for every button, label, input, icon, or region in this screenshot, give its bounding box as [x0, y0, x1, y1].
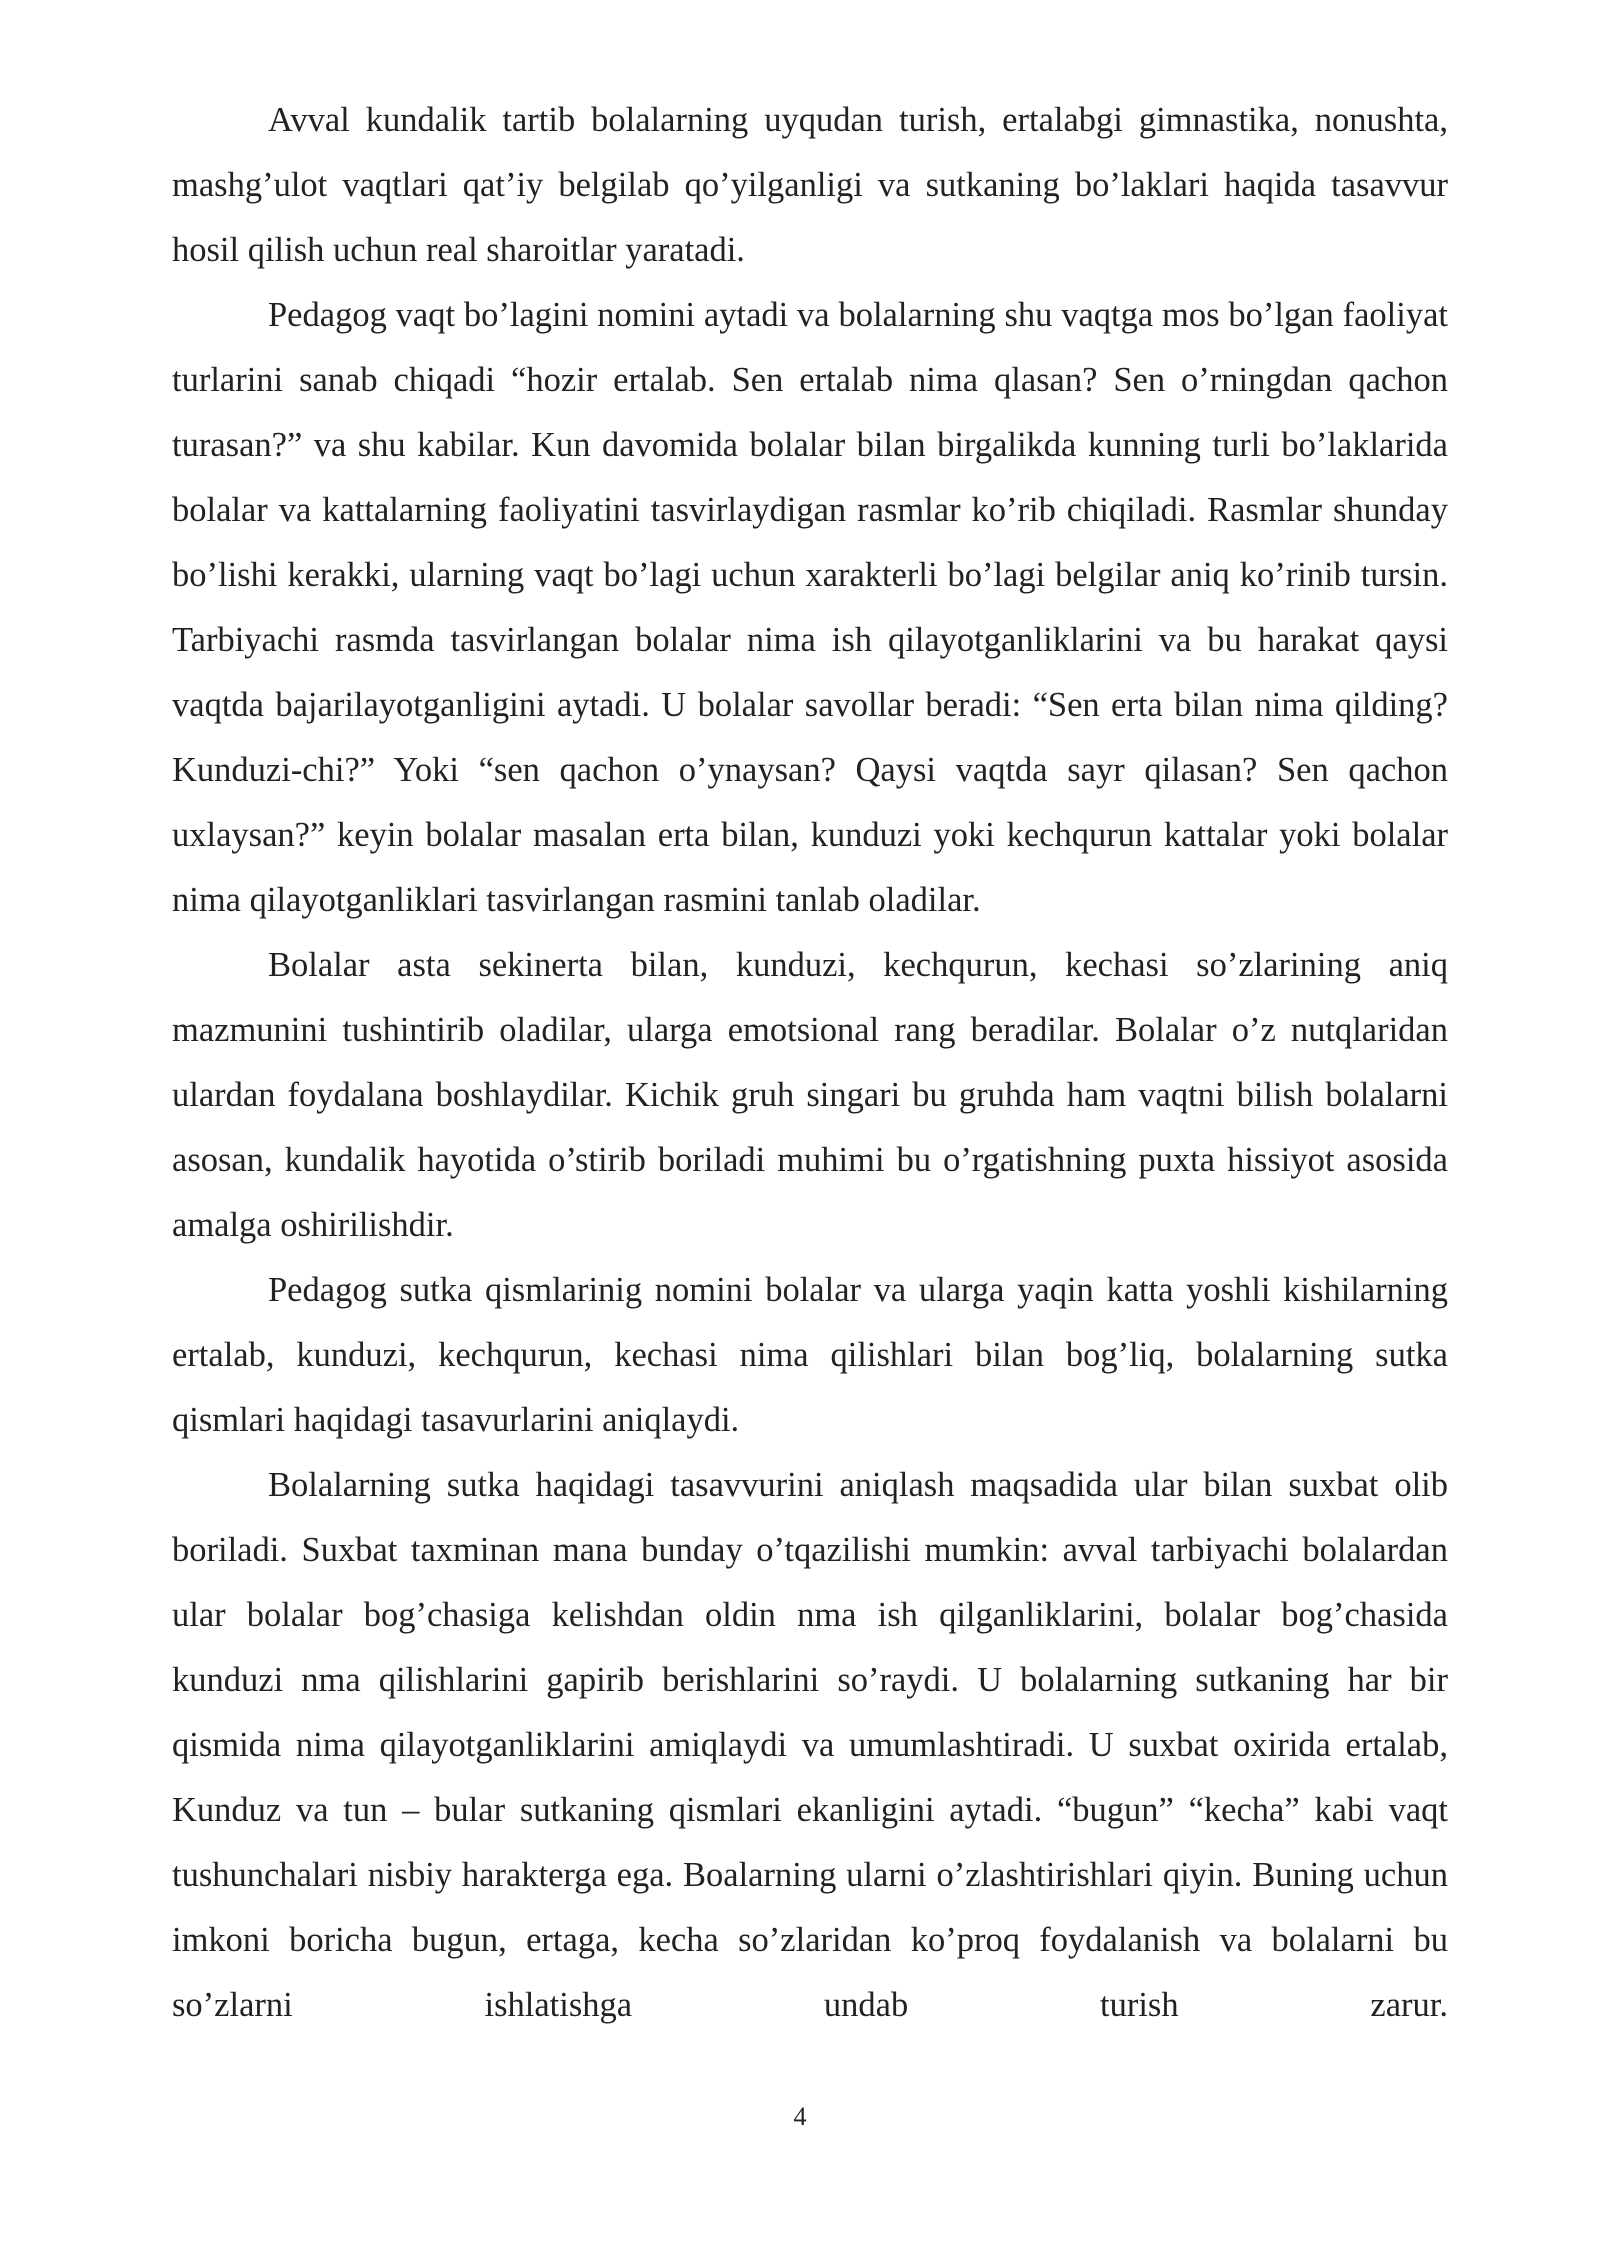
- document-body: [172, 88, 1448, 2038]
- paragraph-2: Pedagog vaqt bo’lagini nomini aytadi va bolalarning shu vaqtga mos bo’lgan faoliyat turlarini sanab chiqadi “hozir ertalab. Sen ertalab nima qlasan? Sen o’rningdan qachon turasan?” va shu kabilar. Kun davomida bolalar bilan birgalikda kunning turli bo’laklarida bolalar va kattalarning faoliyatini tasvirlaydigan rasmlar ko’rib chiqiladi. Rasmlar shunday bo’lishi kerakki, ularning vaqt bo’lagi uchun xarakterli bo’lagi belgilar aniq ko’rinib tursin. Tarbiyachi rasmda tasvirlangan bolalar nima ish qilayotganliklarini va bu harakat qaysi vaqtda bajarilayotganligini aytadi. U bolalar savollar beradi: “Sen erta bilan nima qilding? Kunduzi-chi?” Yoki “sen qachon o’ynaysan? Qaysi vaqtda sayr qilasan? Sen qachon uxlaysan?” keyin bolalar masalan erta bilan, kunduzi yoki kechqurun kattalar yoki bolalar nima qilayotganliklari tasvirlangan rasmini tanlab oladilar.: [172, 296, 1448, 919]
- paragraph-5: Bolalarning sutka haqidagi tasavvurini aniqlash maqsadida ular bilan suxbat olib boriladi. Suxbat taxminan mana bunday o’tqazilishi mumkin: avval tarbiyachi bolalardan ular bolalar bog’chasiga kelishdan oldin nma ish qilganliklarini, bolalar bog’chasida kunduzi nma qilishlarini gapirib berishlarini so’raydi. U bolalarning sutkaning har bir qismida nima qilayotganliklarini amiqlaydi va umumlashtiradi. U suxbat oxirida ertalab, Kunduz va tun – bular sutkaning qismlari ekanligini aytadi. “bugun” “kecha” kabi vaqt tushunchalari nisbiy harakterga ega. Boalarning ularni o’zlashtirishlari qiyin. Buning uchun imkoni boricha bugun, ertaga, kecha so’zlaridan ko’proq foydalanish va bolalarni bu so’zlarni ishlatishga undab turish zarur.: [172, 1466, 1448, 2024]
- paragraph-1: Avval kundalik tartib bolalarning uyqudan turish, ertalabgi gimnastika, nonushta, mashg’ulot vaqtlari qat’iy belgilab qo’yilganligi va sutkaning bo’laklari haqida tasavvur hosil qilish uchun real sharoitlar yaratadi.: [172, 101, 1448, 269]
- paragraph-4: Pedagog sutka qismlarinig nomini bolalar va ularga yaqin katta yoshli kishilarning ertalab, kunduzi, kechqurun, kechasi nima qilishlari bilan bog’liq, bolalarning sutka qismlari haqidagi tasavurlarini aniqlaydi.: [172, 1271, 1448, 1439]
- paragraph-3: Bolalar asta sekinerta bilan, kunduzi, kechqurun, kechasi so’zlarining aniq mazmunini tushintirib oladilar, ularga emotsional rang beradilar. Bolalar o’z nutqlaridan ulardan foydalana boshlaydilar. Kichik gruh singari bu gruhda ham vaqtni bilish bolalarni asosan, kundalik hayotida o’stirib boriladi muhimi bu o’rgatishning puxta hissiyot asosida amalga oshirilishdir.: [172, 946, 1448, 1244]
- page-number: 4: [793, 2102, 807, 2131]
